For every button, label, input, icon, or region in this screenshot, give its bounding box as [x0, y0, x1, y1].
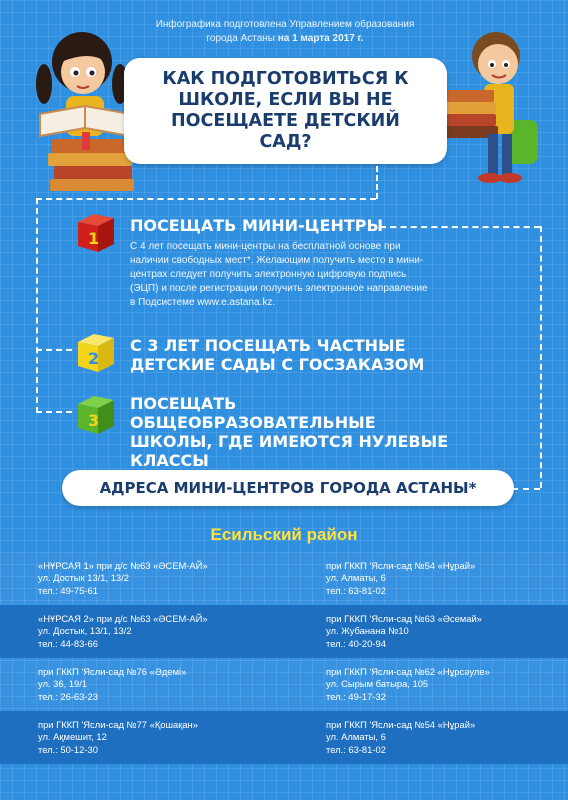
step-2-cube-icon — [74, 330, 118, 374]
credit-date: на 1 марта 2017 г. — [277, 33, 364, 44]
address-entry — [0, 605, 284, 658]
connector-line — [36, 349, 72, 351]
center-address: ул. Алматы, 6 — [326, 731, 386, 743]
center-name: при ГККП 'Ясли-сад №54 «Нұрай» — [326, 719, 476, 730]
center-name: «НҰРСАЯ 1» при д/с №63 «ӘСЕМ-АЙ» — [38, 560, 208, 571]
credit-line-2 — [120, 32, 450, 46]
address-entry — [0, 658, 284, 711]
credit-city: города Астаны — [206, 33, 278, 44]
address-entry — [284, 605, 568, 658]
district-name: Есильский район — [210, 525, 358, 544]
step-1-title: ПОСЕЩАТЬ МИНИ-ЦЕНТРЫ — [130, 216, 384, 235]
addresses-heading: АДРЕСА МИНИ-ЦЕНТРОВ ГОРОДА АСТАНЫ* — [62, 470, 514, 506]
center-phone: тел.: 49-75-61 — [38, 584, 98, 596]
connector-line — [36, 198, 38, 413]
address-entry — [284, 711, 568, 764]
address-entry — [0, 711, 284, 764]
center-name: при ГККП 'Ясли-сад №77 «Қошақан» — [38, 719, 198, 730]
step-2-number: 2 — [88, 349, 100, 368]
center-address: ул. Алматы, 6 — [326, 572, 386, 584]
center-address: ул. Ақмешит, 12 — [38, 731, 107, 743]
table-row — [0, 552, 568, 605]
table-row — [0, 658, 568, 711]
center-address: ул. Жубанана №10 — [326, 625, 409, 637]
connector-line — [36, 411, 72, 413]
address-entry — [284, 552, 568, 605]
center-name: при ГККП 'Ясли-сад №54 «Нұрай» — [326, 560, 476, 571]
center-phone: тел.: 44-83-66 — [38, 637, 98, 649]
connector-line — [540, 226, 542, 488]
center-phone: тел.: 63-81-02 — [326, 743, 386, 755]
center-name: при ГККП 'Ясли-сад №76 «Әдемі» — [38, 666, 187, 677]
step-3-cube-icon — [74, 392, 118, 436]
center-phone: тел.: 63-81-02 — [326, 584, 386, 596]
step-3-title: ПОСЕЩАТЬ ОБЩЕОБРАЗОВАТЕЛЬНЫЕ ШКОЛЫ, ГДЕ ИМЕЮТСЯ НУЛЕВЫЕ КЛАССЫ — [130, 394, 449, 470]
center-name: «НҰРСАЯ 2» при д/с №63 «ӘСЕМ-АЙ» — [38, 613, 208, 624]
credit-line-1: Инфографика подготовлена Управлением образования — [155, 19, 415, 30]
center-name: при ГККП 'Ясли-сад №63 «Әсемай» — [326, 613, 482, 624]
step-1-cube-icon — [74, 210, 118, 254]
credit-note — [120, 18, 450, 46]
step-3-number: 3 — [88, 411, 100, 430]
address-entry — [0, 552, 284, 605]
address-table — [0, 552, 568, 764]
center-address: ул. Сырым батыра, 105 — [326, 678, 429, 690]
table-row — [0, 605, 568, 658]
connector-line — [376, 166, 378, 199]
center-phone: тел.: 50-12-30 — [38, 743, 98, 755]
headline-text: КАК ПОДГОТОВИТЬСЯ К ШКОЛЕ, ЕСЛИ ВЫ НЕ ПОСЕЩАЕТЕ ДЕТСКИЙ САД? — [162, 69, 409, 152]
center-phone: тел.: 26-63-23 — [38, 690, 98, 702]
connector-line — [380, 226, 540, 228]
center-address: ул. 36, 19/1 — [38, 678, 88, 690]
step-1-description: С 4 лет посещать мини-центры на бесплатной основе при наличии свободных мест*. Желающим получить место в мини-центрах следует получить электронную цифровую подпись (ЭЦП) и после регистрации получить электронное направление в Подсистеме www.e.astana.kz. — [130, 241, 428, 308]
boy-with-books-illustration — [440, 20, 550, 190]
center-phone: тел.: 49-17-32 — [326, 690, 386, 702]
step-1-number: 1 — [88, 229, 100, 248]
connector-line — [36, 198, 376, 200]
center-phone: тел.: 40-20-94 — [326, 637, 386, 649]
connector-line — [512, 488, 540, 490]
center-name: при ГККП 'Ясли-сад №62 «Нұрсәуле» — [326, 666, 490, 677]
center-address: ул. Достык, 13/1, 13/2 — [38, 625, 132, 637]
headline-card — [124, 58, 447, 164]
step-2-title: С 3 ЛЕТ ПОСЕЩАТЬ ЧАСТНЫЕ ДЕТСКИЕ САДЫ С ГОСЗАКАЗОМ — [130, 336, 425, 374]
address-entry — [284, 658, 568, 711]
center-address: ул. Достык 13/1, 13/2 — [38, 572, 129, 584]
table-row — [0, 711, 568, 764]
